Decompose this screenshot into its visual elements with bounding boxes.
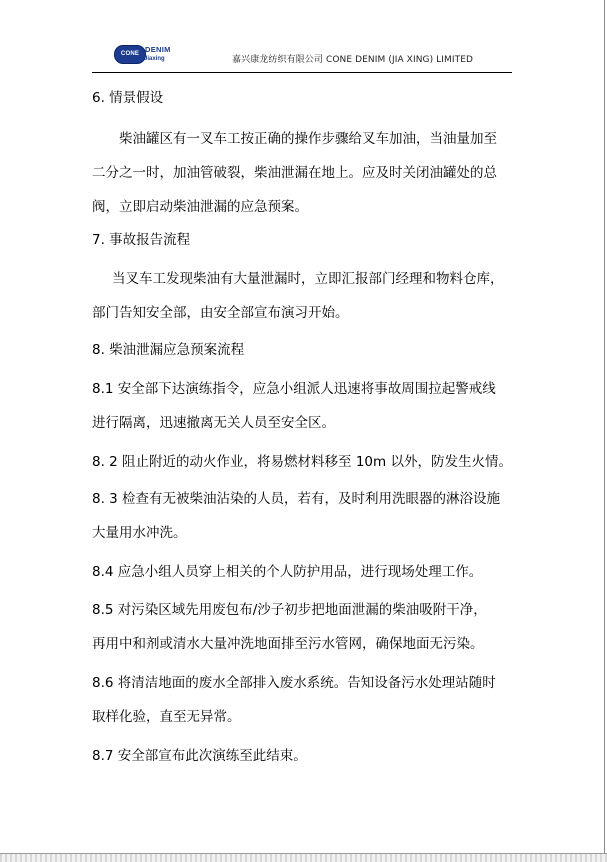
paragraph-line: 8. 3 检查有无被柴油沾染的人员，若有，及时利用洗眼器的淋浴设施 xyxy=(92,491,501,507)
company-name: 嘉兴康龙纺织有限公司 CONE DENIM (JIA XING) LIMITED xyxy=(232,55,474,65)
section-6 xyxy=(92,88,532,108)
paragraph-line: 再用中和剂或清水大量冲洗地面排至污水管网，确保地面无污染。 xyxy=(92,636,484,652)
list-item-8-5 xyxy=(92,593,532,661)
paragraph-line: 8.6 将清洁地面的废水全部排入废水系统。告知设备污水处理站随时 xyxy=(92,675,496,691)
section-8-heading: 8. 柴油泄漏应急预案流程 xyxy=(92,342,245,358)
paragraph-line: 部门告知安全部，由安全部宣布演习开始。 xyxy=(92,305,349,321)
paragraph-line: 8.7 安全部宣布此次演练至此结束。 xyxy=(92,748,307,764)
paragraph-line: 柴油罐区有一叉车工按正确的操作步骤给叉车加油，当油量加至 xyxy=(119,131,497,147)
section-7-paragraph xyxy=(92,262,532,330)
paragraph-line: 当叉车工发现柴油有大量泄漏时，立即汇报部门经理和物料仓库， xyxy=(112,271,504,287)
section-6-paragraph xyxy=(92,122,532,224)
section-8 xyxy=(92,340,532,360)
company-logo xyxy=(114,42,184,68)
section-7 xyxy=(92,230,532,250)
logo-subtitle: Jiaxing xyxy=(144,56,165,62)
paragraph-line: 8.1 安全部下达演练指令，应急小组派人迅速将事故周围拉起警戒线 xyxy=(92,381,496,397)
paragraph-line: 大量用水冲洗。 xyxy=(92,525,187,541)
paragraph-line: 阀，立即启动柴油泄漏的应急预案。 xyxy=(92,199,308,215)
paragraph-line: 二分之一时，加油管破裂，柴油泄漏在地上。应及时关闭油罐处的总 xyxy=(92,165,497,181)
paragraph-line: 8.4 应急小组人员穿上相关的个人防护用品，进行现场处理工作。 xyxy=(92,564,483,580)
list-item-8-1 xyxy=(92,372,532,440)
paragraph-line: 取样化验，直至无异常。 xyxy=(92,709,241,725)
logo-mark: CONE xyxy=(114,45,146,64)
paragraph-line: 8.5 对污染区域先用废包布/沙子初步把地面泄漏的柴油吸附干净， xyxy=(92,602,487,618)
paragraph-line: 进行隔离，迅速撤离无关人员至安全区。 xyxy=(92,415,335,431)
list-item-8-4 xyxy=(92,555,532,589)
list-item-8-7 xyxy=(92,739,532,773)
list-item-8-2 xyxy=(92,445,532,479)
paragraph-line: 8. 2 阻止附近的动火作业，将易燃材料移至 10m 以外，防发生火情。 xyxy=(92,454,512,470)
section-6-heading: 6. 情景假设 xyxy=(92,90,164,106)
list-item-8-6 xyxy=(92,666,532,734)
list-item-8-3 xyxy=(92,482,532,550)
logo-word: DENIM xyxy=(145,45,171,54)
section-7-heading: 7. 事故报告流程 xyxy=(92,232,191,248)
page-header xyxy=(92,40,512,73)
